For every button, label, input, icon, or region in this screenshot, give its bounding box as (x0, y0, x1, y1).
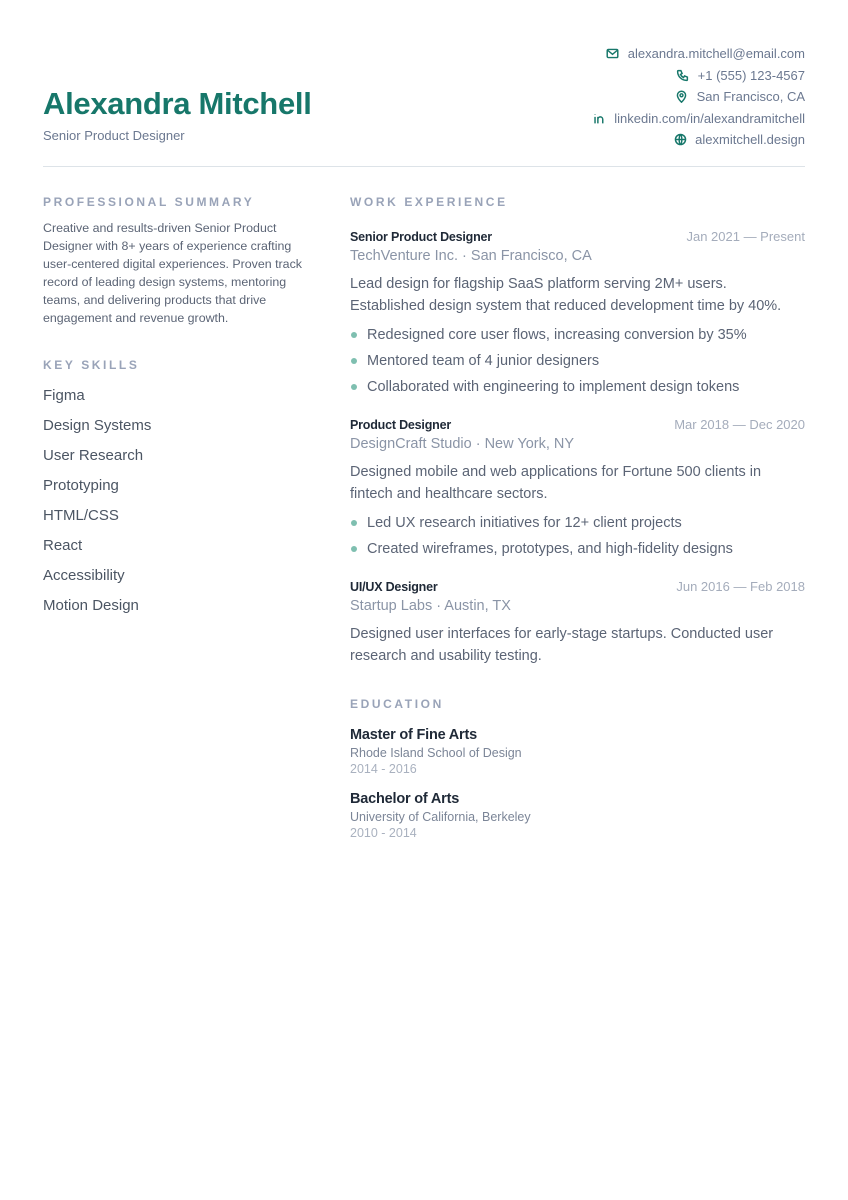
skill-item: Prototyping (43, 477, 119, 494)
globe-icon (673, 133, 687, 147)
skill-item: Accessibility (43, 567, 125, 584)
bullet-item: Collaborated with engineering to implement design tokens (350, 377, 805, 403)
location-pin-icon (675, 90, 689, 104)
edu-years: 2010 - 2014 (350, 826, 417, 840)
job-bullets (350, 325, 805, 403)
job-entry (350, 579, 805, 667)
left-column (43, 195, 318, 626)
right-column (350, 195, 805, 840)
resume-page (43, 0, 805, 840)
job-entry (350, 417, 805, 565)
skill-item: HTML/CSS (43, 507, 119, 524)
skill-item: React (43, 537, 83, 554)
skill-item: Figma (43, 387, 85, 404)
summary-section-title: PROFESSIONAL SUMMARY (43, 195, 255, 209)
education-section-title: EDUCATION (350, 697, 444, 711)
job-role: Senior Product Designer (350, 230, 492, 244)
contact-email-text: alexandra.mitchell@email.com (627, 46, 805, 62)
bullet-dot-icon (351, 358, 357, 364)
bullet-dot-icon (351, 332, 357, 338)
edu-degree: Bachelor of Arts (350, 791, 460, 807)
contact-linkedin-text: linkedin.com/in/alexandramitchell (614, 110, 805, 126)
bullet-dot-icon (351, 546, 357, 552)
contact-list (592, 43, 805, 151)
education-entry (350, 727, 805, 776)
summary-text: Creative and results-driven Senior Product Designer with 8+ years of experience crafting user-centered digital experiences. Proven track record of leading design systems, mentoring teams, and delivering products that drive engagement and revenue growth. (43, 221, 302, 325)
job-description: Designed mobile and web applications for Fortune 500 clients in fintech and healthcare sectors. (350, 464, 762, 502)
bullet-dot-icon (351, 520, 357, 526)
experience-section-title: WORK EXPERIENCE (350, 195, 508, 209)
job-entry (350, 229, 805, 403)
contact-phone[interactable] (592, 65, 805, 87)
contact-location-text: San Francisco, CA (696, 89, 805, 105)
job-role: Product Designer (350, 418, 451, 432)
contact-linkedin[interactable] (592, 108, 805, 130)
job-description: Designed user interfaces for early-stage startups. Conducted user research and usability testing. (350, 626, 774, 664)
skill-item: Motion Design (43, 597, 139, 614)
edu-school: Rhode Island School of Design (350, 746, 522, 760)
skill-item: User Research (43, 447, 144, 464)
contact-location (592, 86, 805, 108)
contact-phone-text: +1 (555) 123-4567 (697, 67, 805, 83)
bullet-item: Mentored team of 4 junior designers (350, 351, 805, 377)
job-dates: Jun 2016 — Feb 2018 (676, 579, 805, 594)
edu-years: 2014 - 2016 (350, 762, 417, 776)
skill-item: Design Systems (43, 417, 152, 434)
bullet-item: Led UX research initiatives for 12+ client projects (350, 513, 805, 539)
skills-section-title: KEY SKILLS (43, 358, 140, 372)
job-description: Lead design for flagship SaaS platform serving 2M+ users. Established design system that reduced development time by 40%. (350, 276, 782, 314)
mail-icon (606, 47, 620, 61)
contact-website[interactable] (592, 129, 805, 151)
job-company: TechVenture Inc. · San Francisco, CA (350, 248, 592, 264)
job-company: Startup Labs · Austin, TX (350, 598, 511, 614)
bullet-item: Created wireframes, prototypes, and high-fidelity designs (350, 539, 805, 565)
contact-website-text: alexmitchell.design (695, 132, 805, 148)
candidate-title: Senior Product Designer (43, 128, 185, 143)
resume-header (43, 0, 805, 167)
phone-icon (676, 68, 690, 82)
skills-list (43, 386, 318, 626)
job-dates: Mar 2018 — Dec 2020 (674, 417, 805, 432)
candidate-name: Alexandra Mitchell (43, 86, 312, 121)
edu-school: University of California, Berkeley (350, 810, 531, 824)
edu-degree: Master of Fine Arts (350, 727, 477, 743)
job-role: UI/UX Designer (350, 580, 438, 594)
linkedin-icon (592, 111, 606, 125)
job-dates: Jan 2021 — Present (686, 229, 805, 244)
job-company: DesignCraft Studio · New York, NY (350, 436, 575, 452)
bullet-item: Redesigned core user flows, increasing conversion by 35% (350, 325, 805, 351)
job-bullets (350, 513, 805, 565)
bullet-dot-icon (351, 384, 357, 390)
education-entry (350, 791, 805, 840)
contact-email[interactable] (592, 43, 805, 65)
